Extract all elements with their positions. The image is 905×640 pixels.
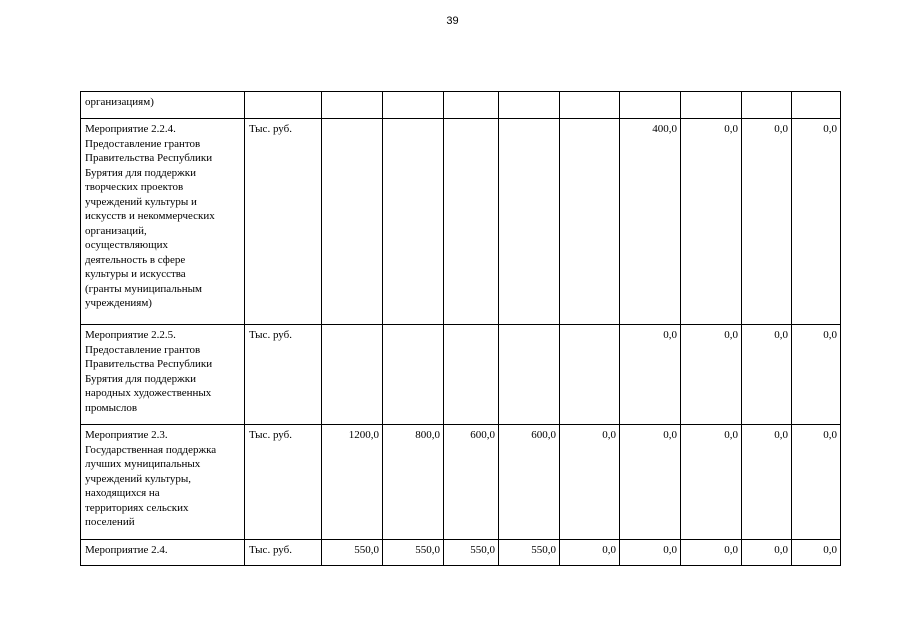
value-cell: 0,0	[792, 425, 841, 540]
value-cell	[444, 325, 499, 425]
value-cell: 0,0	[560, 540, 620, 566]
value-cell: 0,0	[742, 119, 792, 325]
value-cell: 0,0	[620, 325, 681, 425]
value-cell: 0,0	[792, 325, 841, 425]
table-row	[81, 425, 841, 540]
value-cell	[681, 92, 742, 119]
value-cell: 800,0	[383, 425, 444, 540]
row-description: Мероприятие 2.3. Государственная поддержка лучших муниципальных учреждений культуры, находящихся на территориях сельских поселений	[81, 425, 245, 540]
row-unit: Тыс. руб.	[245, 540, 322, 566]
value-cell	[560, 325, 620, 425]
value-cell: 0,0	[742, 540, 792, 566]
value-cell: 0,0	[620, 425, 681, 540]
row-unit: Тыс. руб.	[245, 325, 322, 425]
value-cell: 0,0	[792, 119, 841, 325]
value-cell: 1200,0	[322, 425, 383, 540]
value-cell: 0,0	[792, 540, 841, 566]
table-row	[81, 325, 841, 425]
value-cell	[620, 92, 681, 119]
value-cell: 0,0	[681, 540, 742, 566]
value-cell: 550,0	[383, 540, 444, 566]
value-cell	[560, 119, 620, 325]
value-cell: 0,0	[681, 119, 742, 325]
value-cell	[792, 92, 841, 119]
value-cell: 550,0	[444, 540, 499, 566]
value-cell	[499, 325, 560, 425]
row-unit: Тыс. руб.	[245, 425, 322, 540]
value-cell	[499, 92, 560, 119]
value-cell: 0,0	[681, 325, 742, 425]
value-cell	[383, 92, 444, 119]
value-cell	[560, 92, 620, 119]
value-cell	[742, 92, 792, 119]
value-cell	[444, 92, 499, 119]
table-row	[81, 92, 841, 119]
table-row	[81, 540, 841, 566]
row-unit	[245, 92, 322, 119]
value-cell	[444, 119, 499, 325]
page-number: 39	[446, 15, 459, 27]
value-cell: 600,0	[499, 425, 560, 540]
budget-table	[80, 91, 841, 566]
value-cell: 550,0	[322, 540, 383, 566]
row-description: Мероприятие 2.4.	[81, 540, 245, 566]
value-cell: 550,0	[499, 540, 560, 566]
value-cell: 0,0	[681, 425, 742, 540]
value-cell: 0,0	[742, 325, 792, 425]
value-cell: 0,0	[742, 425, 792, 540]
value-cell	[322, 119, 383, 325]
row-description: Мероприятие 2.2.4. Предоставление грантов Правительства Республики Бурятия для поддержки творческих проектов учреждений культуры и искусств и некоммерческих организаций, осуществляющих деятельность в сфере культуры и искусства (гранты муниципальным учреждениям)	[81, 119, 245, 325]
row-description: Мероприятие 2.2.5. Предоставление грантов Правительства Республики Бурятия для поддержки народных художественных промыслов	[81, 325, 245, 425]
row-description: организациям)	[81, 92, 245, 119]
value-cell: 400,0	[620, 119, 681, 325]
table-row	[81, 119, 841, 325]
value-cell	[383, 119, 444, 325]
value-cell	[499, 119, 560, 325]
value-cell: 600,0	[444, 425, 499, 540]
value-cell	[322, 325, 383, 425]
value-cell	[383, 325, 444, 425]
row-unit: Тыс. руб.	[245, 119, 322, 325]
value-cell: 0,0	[620, 540, 681, 566]
value-cell: 0,0	[560, 425, 620, 540]
value-cell	[322, 92, 383, 119]
